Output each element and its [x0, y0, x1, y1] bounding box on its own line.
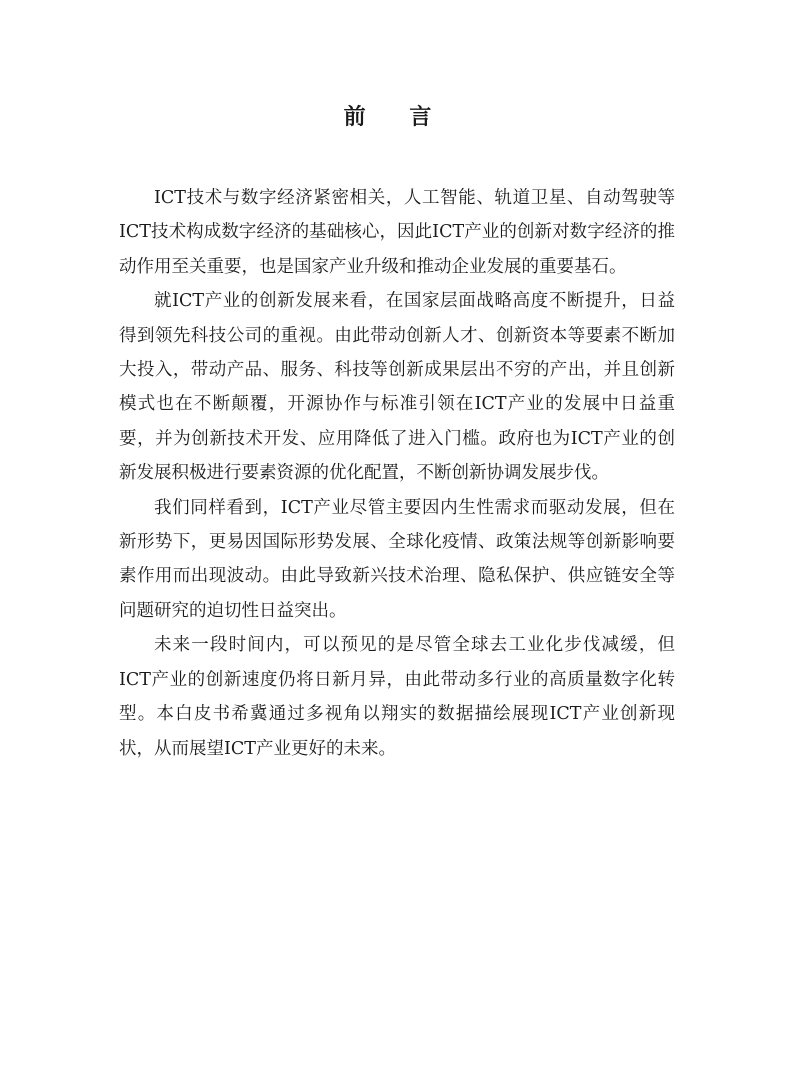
paragraph: 未来一段时间内，可以预见的是尽管全球去工业化步伐减缓，但ICT产业的创新速度仍将日新月异，由此带动多行业的高质量数字化转型。本白皮书希冀通过多视角以翔实的数据描绘展现ICT产业创新现状，从而展望ICT产业更好的未来。 — [119, 635, 675, 759]
paragraph: 就ICT产业的创新发展来看，在国家层面战略高度不断提升，日益得到领先科技公司的重视。由此带动创新人才、创新资本等要素不断加大投入，带动产品、服务、科技等创新成果层出不穷的产出，并且创新模式也在不断颠覆，开源协作与标准引领在ICT产业的发展中日益重要，并为创新技术开发、应用降低了进入门槛。政府也为ICT产业的创新发展积极进行要素资源的优化配置，不断创新协调发展步伐。 — [119, 291, 675, 484]
paragraph: ICT技术与数字经济紧密相关，人工智能、轨道卫星、自动驾驶等ICT技术构成数字经济的基础核心，因此ICT产业的创新对数字经济的推动作用至关重要，也是国家产业升级和推动企业发展的重要基石。 — [119, 188, 675, 277]
body-text — [119, 181, 675, 766]
paragraph: 我们同样看到，ICT产业尽管主要因内生性需求而驱动发展，但在新形势下，更易因国际形势发展、全球化疫情、政策法规等创新影响要素作用而出现波动。由此导致新兴技术治理、隐私保护、供应链安全等问题研究的迫切性日益突出。 — [119, 497, 675, 621]
page-title: 前 言 — [343, 104, 450, 130]
